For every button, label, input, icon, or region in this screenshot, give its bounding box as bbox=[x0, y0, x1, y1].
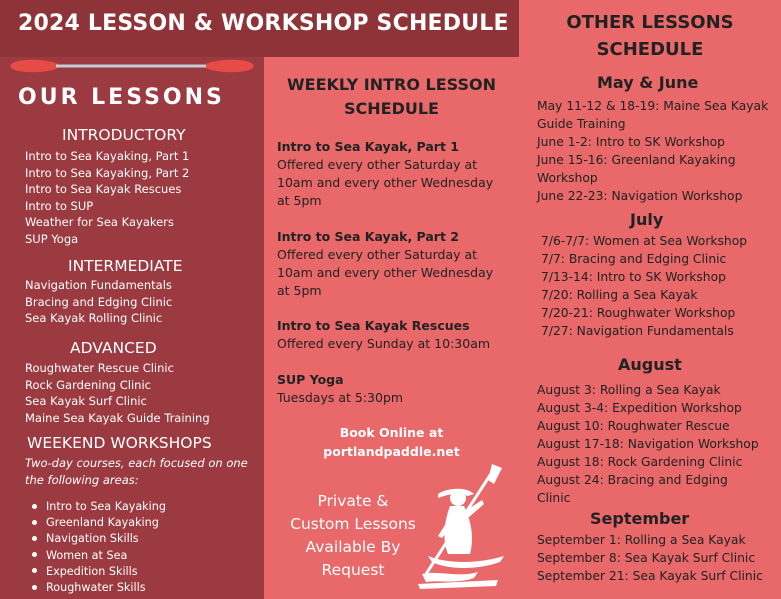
bullet-icon bbox=[32, 504, 37, 509]
other-lessons-title: OTHER LESSONS SCHEDULE bbox=[566, 12, 734, 60]
paddle-icon bbox=[8, 55, 256, 77]
schedule-item: August 10: Roughwater Rescue bbox=[537, 419, 730, 433]
month-september: September bbox=[590, 509, 690, 528]
weekly-lesson-rescues bbox=[277, 317, 507, 353]
weekend-workshops-list bbox=[32, 499, 166, 596]
category-advanced: ADVANCED bbox=[70, 339, 157, 357]
schedule-item: Guide Training bbox=[537, 117, 626, 131]
list-item: Intro to Sea Kayaking, Part 1 bbox=[25, 149, 190, 163]
list-item: Intro to Sea Kayaking bbox=[32, 499, 166, 515]
schedule-item: June 1-2: Intro to SK Workshop bbox=[537, 135, 725, 149]
schedule-item: August 3-4: Expedition Workshop bbox=[537, 401, 742, 415]
weekly-schedule-title: WEEKLY INTRO LESSON SCHEDULE bbox=[287, 75, 496, 118]
list-item: Intro to Sea Kayaking, Part 2 bbox=[25, 165, 190, 180]
september-list bbox=[537, 531, 763, 585]
lesson-times: Offered every other Saturday at 10am and every other Wednesday at 5pm bbox=[277, 247, 494, 298]
month-may-june: May & June bbox=[597, 73, 699, 92]
schedule-item: 7/6-7/7: Women at Sea Workshop bbox=[541, 234, 748, 248]
lesson-times: Offered every Sunday at 10:30am bbox=[277, 336, 491, 351]
list-item: Roughwater Skills bbox=[32, 580, 166, 596]
weekly-lesson-sup-yoga bbox=[277, 371, 507, 407]
introductory-list bbox=[25, 148, 189, 247]
august-list bbox=[537, 381, 759, 507]
schedule-item: 7/27: Navigation Fundamentals bbox=[541, 324, 734, 338]
list-item: Rock Gardening Clinic bbox=[25, 377, 151, 392]
lesson-times: Tuesdays at 5:30pm bbox=[277, 390, 404, 405]
bullet-icon bbox=[32, 552, 37, 557]
bullet-icon bbox=[32, 520, 37, 525]
schedule-item: 7/20-21: Roughwater Workshop bbox=[541, 306, 736, 320]
list-item: Intro to SUP bbox=[25, 198, 94, 213]
schedule-item: 7/13-14: Intro to SK Workshop bbox=[541, 270, 726, 284]
category-introductory: INTRODUCTORY bbox=[62, 126, 186, 144]
book-online-link[interactable]: Book Online at portlandpaddle.net bbox=[323, 425, 460, 459]
lesson-heading: SUP Yoga bbox=[277, 372, 344, 387]
lesson-heading: Intro to Sea Kayak, Part 2 bbox=[277, 229, 459, 244]
bullet-icon bbox=[32, 568, 37, 573]
category-intermediate: INTERMEDIATE bbox=[68, 257, 183, 275]
list-item: Intro to Sea Kayak Rescues bbox=[25, 182, 182, 196]
month-july: July bbox=[630, 210, 664, 229]
schedule-item: June 15-16: Greenland Kayaking bbox=[537, 153, 736, 167]
lesson-heading: Intro to Sea Kayak, Part 1 bbox=[277, 139, 459, 154]
may-june-list bbox=[537, 97, 768, 205]
schedule-item: September 8: Sea Kayak Surf Clinic bbox=[537, 551, 756, 565]
list-item: Maine Sea Kayak Guide Training bbox=[25, 410, 210, 425]
weekly-lesson-part2 bbox=[277, 228, 507, 300]
page-title: 2024 LESSON & WORKSHOP SCHEDULE bbox=[18, 11, 509, 36]
weekend-workshops-description: Two-day courses, each focused on one the following areas: bbox=[25, 456, 248, 487]
schedule-item: September 1: Rolling a Sea Kayak bbox=[537, 533, 746, 547]
our-lessons-title: OUR LESSONS bbox=[18, 85, 225, 110]
month-august: August bbox=[618, 355, 682, 374]
advanced-list bbox=[25, 360, 210, 426]
list-item: Bracing and Edging Clinic bbox=[25, 294, 173, 309]
bullet-icon bbox=[32, 585, 37, 590]
intermediate-list bbox=[25, 277, 172, 327]
lesson-times: Offered every other Saturday at 10am and every other Wednesday at 5pm bbox=[277, 157, 494, 208]
lesson-heading: Intro to Sea Kayak Rescues bbox=[277, 318, 470, 333]
bullet-icon bbox=[32, 536, 37, 541]
list-item: Navigation Fundamentals bbox=[25, 278, 172, 292]
schedule-item: 7/20: Rolling a Sea Kayak bbox=[541, 288, 698, 302]
list-item: Greenland Kayaking bbox=[32, 515, 166, 531]
schedule-item: 7/7: Bracing and Edging Clinic bbox=[541, 252, 727, 266]
july-list bbox=[541, 232, 747, 340]
weekend-workshops-title: WEEKEND WORKSHOPS bbox=[27, 434, 212, 452]
list-item: Roughwater Rescue Clinic bbox=[25, 361, 174, 375]
private-lessons-note: Private & Custom Lessons Available By Request bbox=[290, 492, 416, 579]
schedule-item: Workshop bbox=[537, 171, 598, 185]
list-item: Sea Kayak Rolling Clinic bbox=[25, 311, 163, 325]
list-item: Sea Kayak Surf Clinic bbox=[25, 394, 147, 408]
schedule-item: August 3: Rolling a Sea Kayak bbox=[537, 383, 721, 397]
schedule-item: August 17-18: Navigation Workshop bbox=[537, 437, 759, 451]
weekly-lesson-part1 bbox=[277, 138, 507, 210]
schedule-item: August 24: Bracing and Edging bbox=[537, 473, 728, 487]
header-banner bbox=[0, 0, 519, 57]
list-item: Navigation Skills bbox=[32, 531, 166, 547]
schedule-item: Clinic bbox=[537, 491, 571, 505]
schedule-item: August 18: Rock Gardening Clinic bbox=[537, 455, 743, 469]
list-item: Expedition Skills bbox=[32, 564, 166, 580]
kayaker-icon bbox=[408, 462, 508, 592]
schedule-item: May 11-12 & 18-19: Maine Sea Kayak bbox=[537, 99, 769, 113]
list-item: Women at Sea bbox=[32, 548, 166, 564]
list-item: SUP Yoga bbox=[25, 231, 79, 246]
schedule-item: September 21: Sea Kayak Surf Clinic bbox=[537, 569, 763, 583]
list-item: Weather for Sea Kayakers bbox=[25, 215, 174, 229]
schedule-item: June 22-23: Navigation Workshop bbox=[537, 189, 743, 203]
